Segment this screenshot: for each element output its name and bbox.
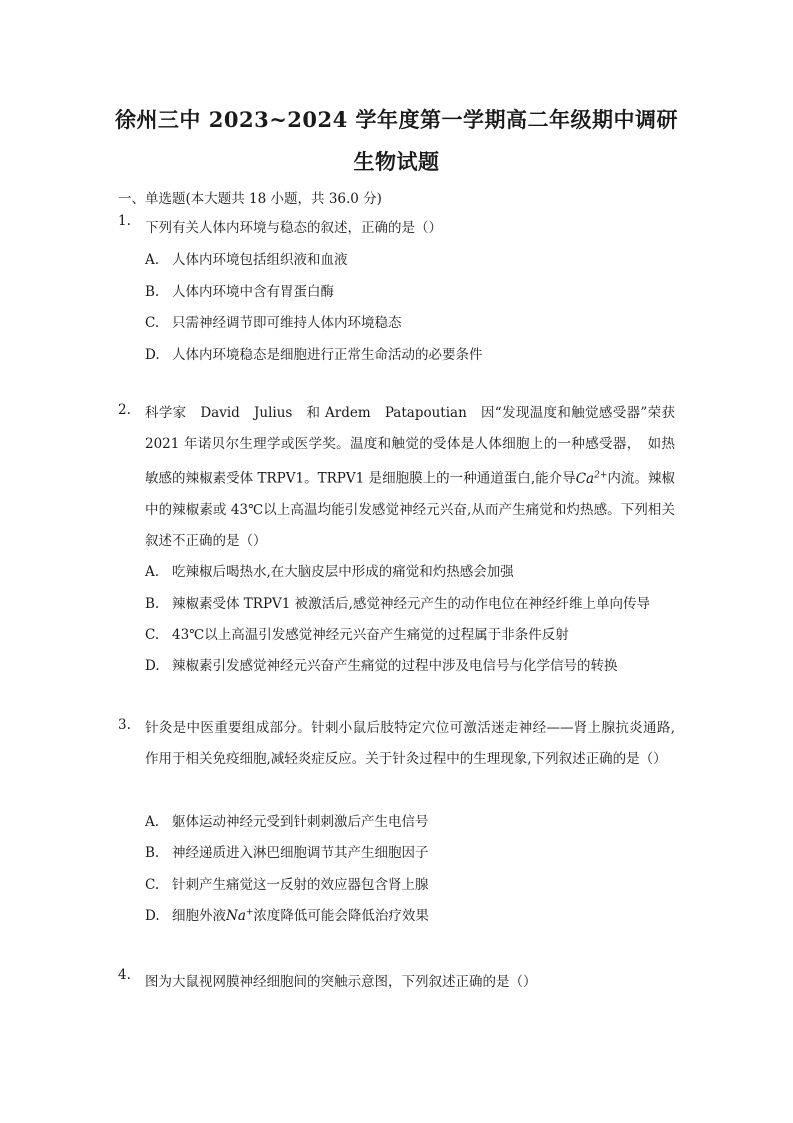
option-d bbox=[145, 343, 483, 363]
option-c bbox=[145, 873, 429, 893]
question-number: 1. bbox=[118, 213, 131, 229]
stem-part-1: 科学家 David Julius 和 Ardem Patapoutian 因“发现温度和触觉感受器”荣获 2021 年诺贝尔生理学或医学奖。温度和触觉的受体是人体细胞上的一种感受器， 如热敏感的辣椒素受体 TRPV1。TRPV1 是细胞膜上的一种通道蛋白,能介导 bbox=[145, 405, 675, 487]
option-letter: C. bbox=[145, 627, 160, 643]
ion-symbol: Na bbox=[226, 908, 246, 924]
exam-subject: 生物试题 bbox=[353, 149, 440, 174]
option-letter: C. bbox=[145, 877, 160, 893]
option-text: 43℃以上高温引发感觉神经元兴奋产生痛觉的过程属于非条件反射 bbox=[172, 627, 569, 643]
question-number: 2. bbox=[118, 402, 131, 418]
option-text: 只需神经调节即可维持人体内环境稳态 bbox=[172, 315, 402, 331]
option-b bbox=[145, 592, 650, 612]
sodium-ion bbox=[226, 908, 253, 924]
option-letter: A. bbox=[145, 564, 160, 580]
option-letter: A. bbox=[145, 252, 160, 268]
option-letter: C. bbox=[145, 315, 160, 331]
option-letter: B. bbox=[145, 284, 160, 300]
option-text: 辣椒素受体 TRPV1 被激活后,感觉神经元产生的动作电位在神经纤维上单向传导 bbox=[172, 596, 650, 612]
ion-charge: + bbox=[245, 907, 254, 918]
question-number: 4. bbox=[118, 967, 131, 983]
option-letter: D. bbox=[145, 347, 160, 363]
option-text-pre: 细胞外液 bbox=[172, 908, 226, 924]
option-text: 人体内环境中含有胃蛋白酶 bbox=[172, 284, 334, 300]
question-stem bbox=[145, 398, 675, 558]
option-a bbox=[145, 810, 429, 830]
option-text: 针刺产生痛觉这一反射的效应器包含肾上腺 bbox=[172, 877, 429, 893]
option-b bbox=[145, 841, 429, 861]
question-stem: 下列有关人体内环境与稳态的叙述，正确的是（） bbox=[145, 220, 442, 236]
question-stem: 图为大鼠视网膜神经细胞间的突触示意图，下列叙述正确的是（） bbox=[145, 974, 537, 990]
option-letter: A. bbox=[145, 814, 160, 830]
question-stem: 针灸是中医重要组成部分。针刺小鼠后肢特定穴位可激活迷走神经——肾上腺抗炎通路,作用于相关免疫细胞,减轻炎症反应。关于针灸过程中的生理现象,下列叙述正确的是（） bbox=[145, 720, 675, 768]
section-heading: 一、单选题(本大题共 18 小题，共 36.0 分) bbox=[118, 191, 382, 207]
option-c bbox=[145, 311, 402, 331]
question-number: 3. bbox=[118, 717, 131, 733]
option-a bbox=[145, 560, 514, 580]
option-text-post: 浓度降低可能会降低治疗效果 bbox=[253, 908, 429, 924]
exam-title: 徐州三中 2023~2024 学年度第一学期高二年级期中调研 bbox=[114, 107, 679, 132]
option-letter: B. bbox=[145, 845, 160, 861]
option-d bbox=[145, 654, 618, 674]
option-text: 躯体运动神经元受到针刺刺激后产生电信号 bbox=[172, 814, 429, 830]
calcium-ion bbox=[576, 471, 608, 487]
option-text: 神经递质进入淋巴细胞调节其产生细胞因子 bbox=[172, 845, 429, 861]
option-b bbox=[145, 280, 334, 300]
option-c bbox=[145, 623, 569, 643]
ion-charge: 2+ bbox=[594, 470, 608, 481]
option-text: 人体内环境包括组织液和血液 bbox=[172, 252, 348, 268]
option-text: 辣椒素引发感觉神经元兴奋产生痛觉的过程中涉及电信号与化学信号的转换 bbox=[172, 658, 618, 674]
option-text: 人体内环境稳态是细胞进行正常生命活动的必要条件 bbox=[172, 347, 483, 363]
option-letter: B. bbox=[145, 596, 160, 612]
option-a bbox=[145, 248, 348, 268]
stem-part-2: 内流。辣椒中的辣椒素或 43℃以上高温均能引发感觉神经元兴奋,从而产生痛觉和灼热感。下列相关叙述不正确的是（） bbox=[145, 470, 676, 550]
option-letter: D. bbox=[145, 908, 160, 924]
option-text: 吃辣椒后喝热水,在大脑皮层中形成的痛觉和灼热感会加强 bbox=[172, 564, 514, 580]
ion-symbol: Ca bbox=[575, 470, 595, 487]
option-letter: D. bbox=[145, 658, 160, 674]
option-d bbox=[145, 904, 429, 924]
